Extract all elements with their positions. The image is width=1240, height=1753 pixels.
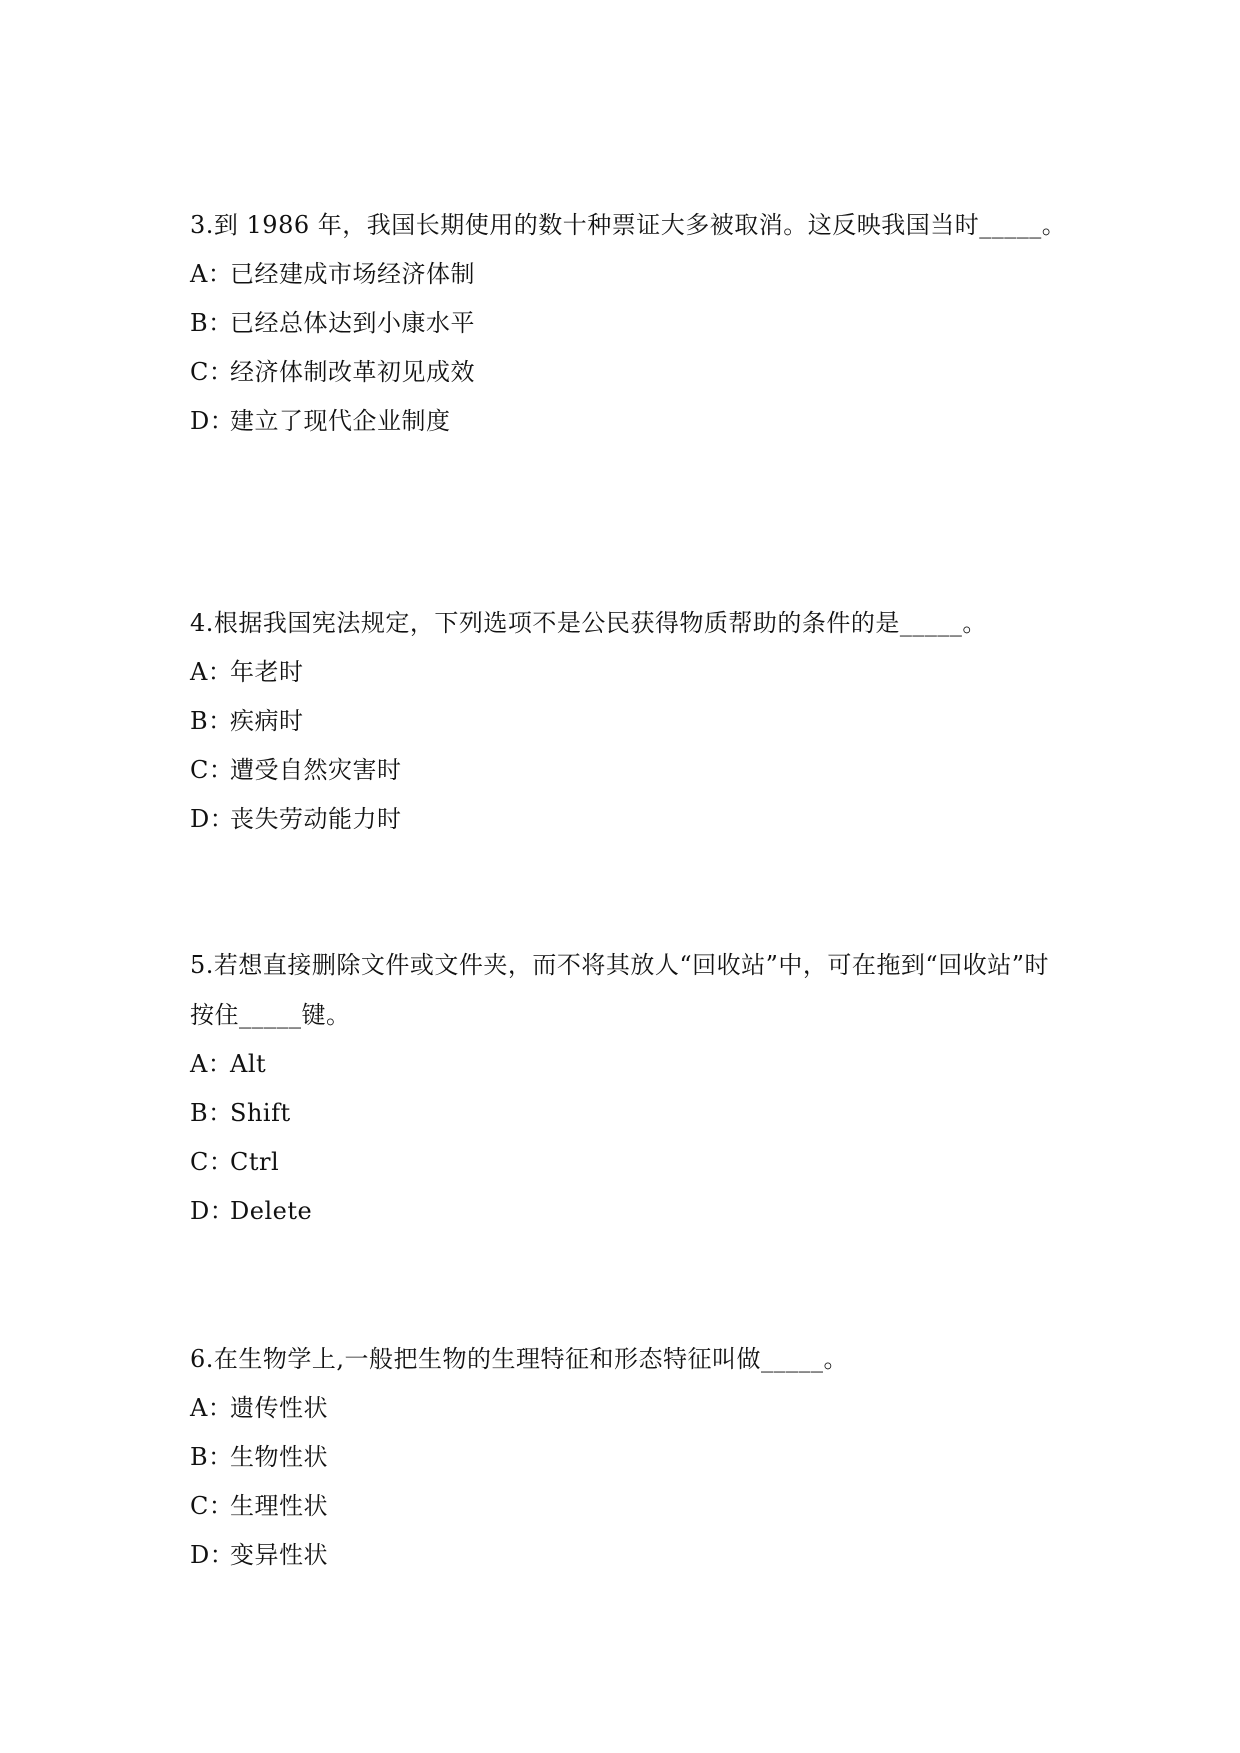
option-a [190,1384,1070,1433]
option-letter: C： [190,358,234,386]
option-letter: C： [190,1148,234,1176]
option-a [190,648,1070,697]
option-text: 遭受自然灾害时 [230,756,402,784]
option-b [190,697,1070,746]
option-d [190,1187,1070,1236]
option-letter: D： [190,407,235,435]
option-d [190,397,1070,446]
option-a [190,250,1070,299]
option-text: 年老时 [230,658,304,686]
option-letter: D： [190,1197,235,1225]
option-c [190,348,1070,397]
option-text: 疾病时 [230,707,304,735]
option-text: Delete [230,1197,313,1225]
option-text: 经济体制改革初见成效 [230,358,475,386]
option-letter: A： [190,260,233,288]
option-letter: A： [190,1050,233,1078]
question-stem: 3.到 1986 年，我国长期使用的数十种票证大多被取消。这反映我国当时_____。 [190,211,1067,239]
option-text: 建立了现代企业制度 [230,407,451,435]
option-c [190,1482,1070,1531]
option-letter: D： [190,1541,235,1569]
option-a [190,1040,1070,1089]
option-letter: B： [190,1099,233,1127]
question-stem: 5.若想直接删除文件或文件夹，而不将其放人“回收站”中，可在拖到“回收站”时按住_____键。 [190,951,1049,1029]
question-3 [190,200,1070,446]
question-4 [190,598,1070,844]
option-text: 生物性状 [230,1443,328,1471]
option-text: 遗传性状 [230,1394,328,1422]
option-d [190,795,1070,844]
option-letter: B： [190,707,233,735]
option-letter: C： [190,1492,234,1520]
option-letter: B： [190,309,233,337]
question-5 [190,940,1070,1236]
option-text: 丧失劳动能力时 [230,805,402,833]
option-c [190,746,1070,795]
option-text: 已经建成市场经济体制 [230,260,475,288]
option-text: 已经总体达到小康水平 [230,309,475,337]
option-b [190,1089,1070,1138]
option-b [190,1433,1070,1482]
option-text: 生理性状 [230,1492,328,1520]
option-letter: A： [190,1394,233,1422]
option-d [190,1531,1070,1580]
option-c [190,1138,1070,1187]
option-letter: B： [190,1443,233,1471]
question-stem: 6.在生物学上,一般把生物的生理特征和形态特征叫做_____。 [190,1345,849,1373]
option-letter: C： [190,756,234,784]
option-text: Shift [230,1099,291,1127]
option-text: 变异性状 [230,1541,328,1569]
option-letter: D： [190,805,235,833]
option-b [190,299,1070,348]
question-6 [190,1334,1070,1580]
option-text: Alt [230,1050,267,1078]
option-text: Ctrl [230,1148,280,1176]
question-stem: 4.根据我国宪法规定，下列选项不是公民获得物质帮助的条件的是_____。 [190,609,987,637]
option-letter: A： [190,658,233,686]
